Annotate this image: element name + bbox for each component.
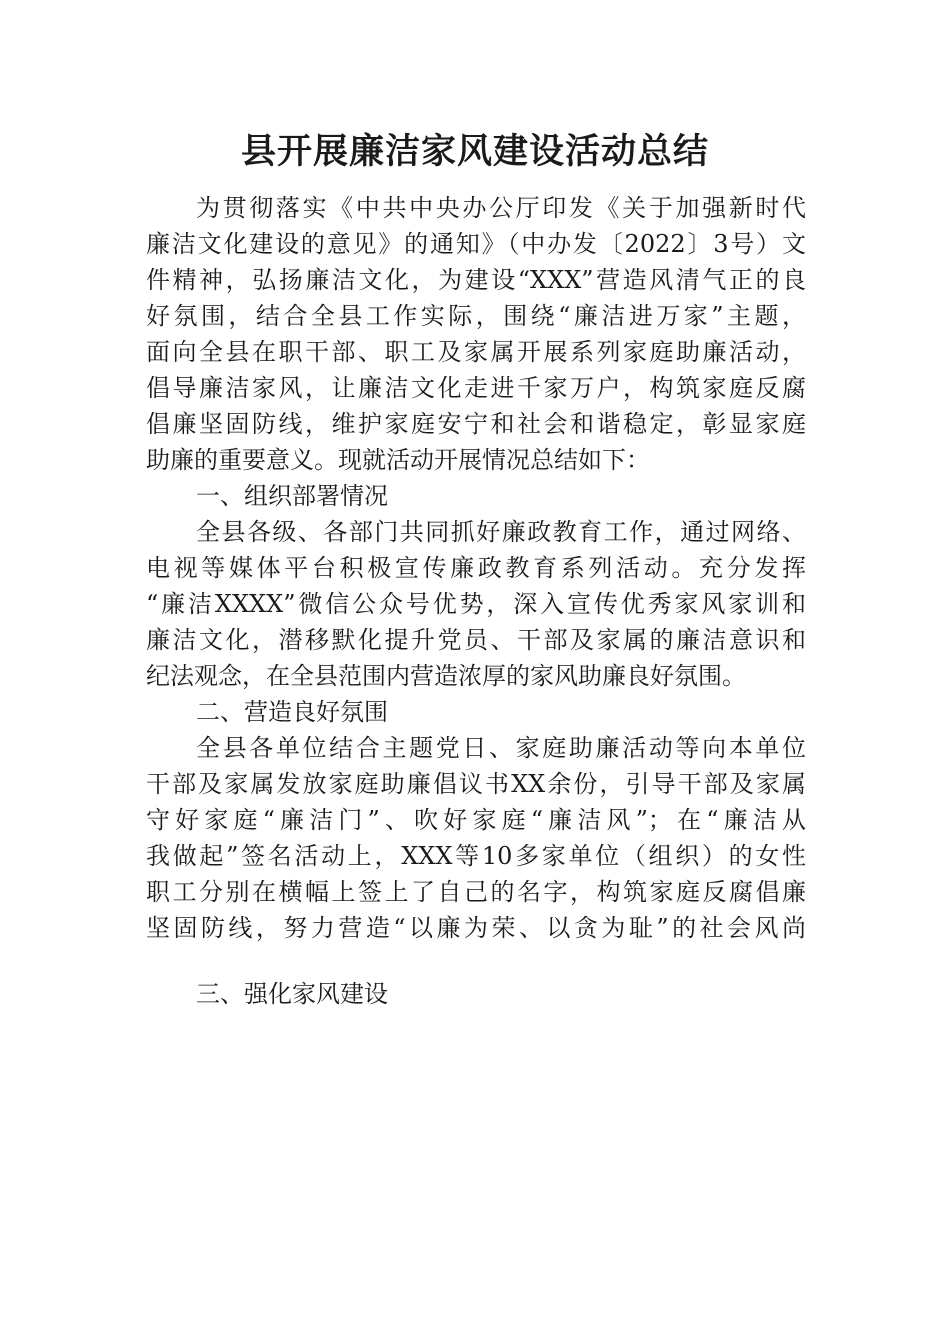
intro-line: 件精神，弘扬廉洁文化，为建设“XXX”营造风清气正的良 (146, 266, 806, 294)
section2-line: 我做起”签名活动上，XXX等10多家单位（组织）的女性 (146, 842, 806, 870)
intro-line: 倡导廉洁家风，让廉洁文化走进千家万户，构筑家庭反腐 (146, 374, 806, 402)
intro-line: 倡廉坚固防线，维护家庭安宁和社会和谐稳定，彰显家庭 (146, 410, 806, 438)
section-heading-2: 二、营造良好氛围 (196, 698, 388, 726)
intro-line: 助廉的重要意义。现就活动开展情况总结如下： (146, 446, 650, 474)
section1-line: 全县各级、各部门共同抓好廉政教育工作，通过网络、 (196, 518, 806, 546)
section2-line: 坚固防线，努力营造“以廉为荣、以贪为耻”的社会风尚 (146, 914, 806, 942)
section1-line: 廉洁文化，潜移默化提升党员、干部及家属的廉洁意识和 (146, 626, 806, 654)
intro-line: 为贯彻落实《中共中央办公厅印发《关于加强新时代 (196, 194, 806, 222)
section1-line: 纪法观念，在全县范围内营造浓厚的家风助廉良好氛围。 (146, 662, 746, 690)
section-heading-1: 一、组织部署情况 (196, 482, 388, 510)
section1-line: 电视等媒体平台积极宣传廉政教育系列活动。充分发挥 (146, 554, 806, 582)
section-heading-3: 三、强化家风建设 (196, 980, 388, 1008)
intro-line: 面向全县在职干部、职工及家属开展系列家庭助廉活动， (146, 338, 806, 366)
intro-line: 好氛围，结合全县工作实际，围绕“廉洁进万家”主题， (146, 302, 806, 330)
intro-line: 廉洁文化建设的意见》的通知》（中办发〔2022〕3号）文 (146, 230, 806, 258)
section2-line: 守好家庭“廉洁门”、吹好家庭“廉洁风”；在“廉洁从 (146, 806, 806, 834)
document-title: 县开展廉洁家风建设活动总结 (240, 131, 709, 172)
section2-line: 干部及家属发放家庭助廉倡议书XX余份，引导干部及家属 (146, 770, 806, 798)
section1-line: “廉洁XXXX”微信公众号优势，深入宣传优秀家风家训和 (146, 590, 806, 618)
section2-line: 职工分别在横幅上签上了自己的名字，构筑家庭反腐倡廉 (146, 878, 806, 906)
section2-line: 全县各单位结合主题党日、家庭助廉活动等向本单位 (196, 734, 806, 762)
